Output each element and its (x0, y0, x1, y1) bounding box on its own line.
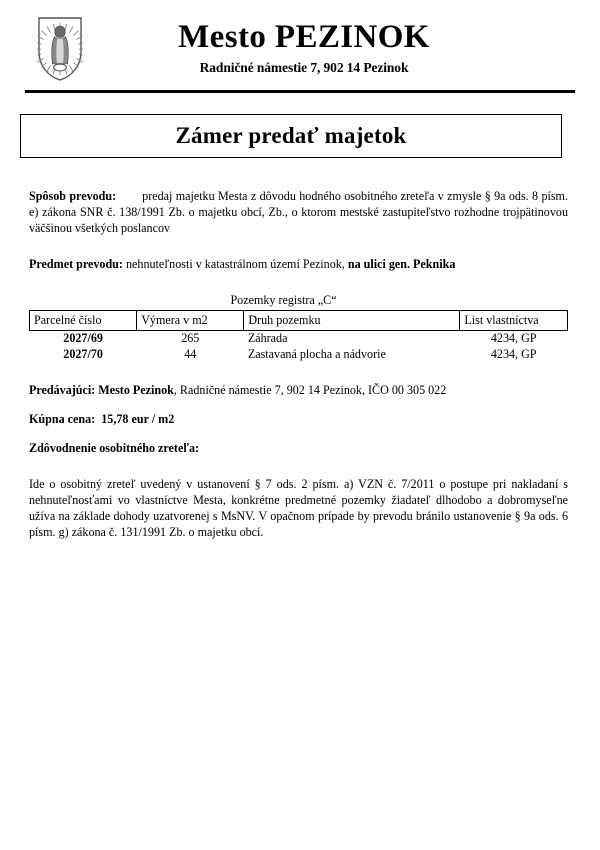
cell-parcel-number: 2027/70 (63, 346, 103, 361)
cell-ownership-deed: 4234, GP (490, 331, 537, 346)
parcels-table (29, 310, 568, 362)
price-label: Kúpna cena: (29, 412, 96, 427)
seller-paragraph (29, 382, 568, 398)
header-divider (25, 90, 575, 93)
parcels-table-head (30, 311, 568, 331)
section-price (29, 411, 568, 427)
spacer (29, 427, 568, 440)
price-value: 15,78 eur / m2 (101, 412, 175, 427)
col-area: Výmera v m2 (137, 311, 244, 331)
table-row (30, 331, 568, 347)
seller-details: , Radničné námestie 7, 902 14 Pezinok, IČO 00 305 022 (173, 382, 447, 397)
cell-land-type: Zastavaná plocha a nádvorie (247, 346, 386, 361)
transfer-method-label: Spôsob prevodu: (29, 189, 117, 203)
subject-street: na ulici gen. Peknika (344, 257, 456, 272)
cell-ownership-deed: 4234, GP (490, 346, 537, 361)
section-transfer-method (29, 188, 568, 236)
table-header-row (30, 311, 568, 331)
transfer-method-paragraph (29, 188, 568, 236)
spacer (29, 362, 568, 382)
spacer (29, 158, 568, 188)
col-parcel-number: Parcelné číslo (30, 311, 137, 331)
subject-paragraph (29, 256, 568, 272)
spacer (29, 236, 568, 256)
cell-land-type: Záhrada (247, 331, 288, 346)
document-body (29, 158, 568, 540)
cell-area: 265 (181, 331, 200, 346)
cell-parcel-number: 2027/69 (63, 331, 103, 346)
section-justification-body (29, 476, 568, 540)
spacer (29, 272, 568, 292)
masthead (63, 14, 575, 76)
seller-label: Predávajúci: (29, 382, 96, 397)
justification-label: Zdôvodnenie osobitného zreteľa: (29, 441, 200, 456)
page-title: Zámer predať majetok (175, 123, 407, 148)
letterhead (0, 0, 600, 82)
table-caption: Pozemky registra „C“ (230, 293, 337, 308)
price-paragraph (29, 411, 568, 427)
spacer (29, 456, 568, 476)
section-justification-heading (29, 440, 568, 456)
city-name: Mesto PEZINOK (178, 19, 430, 55)
section-subject (29, 256, 568, 272)
city-address: Radničné námestie 7, 902 14 Pezinok (199, 59, 409, 75)
subject-label: Predmet prevodu: (29, 257, 123, 272)
parcels-table-body (30, 331, 568, 362)
cell-area: 44 (184, 346, 197, 361)
transfer-method-text: predaj majetku Mesta z dôvodu hodného osobitného zreteľa v zmysle § 9a ods. 8 písm. e) zákona SNR č. 138/1991 Zb. o majetku obcí, Zb., o ktorom mestské zastupiteľstvo rozhodne trojpätinovou väčšinou všetkých poslancov (29, 189, 568, 236)
seller-name: Mesto Pezinok (95, 382, 174, 397)
col-land-type: Druh pozemku (244, 311, 460, 331)
table-row (30, 347, 568, 362)
justification-text: Ide o osobitný zreteľ uvedený v ustanovení § 7 ods. 2 písm. a) VZN č. 7/2011 o postupe pri nakladaní s nehnuteľnosťami vo vlastníctve Mesta, konkrétne predmetné pozemky žiadateľ dlhodobo a dobromyseľne užíva na základe dohody uzatvorenej s MsNV. V opačnom prípade by prevodu bránilo ustanovenie § 9a ods. 6 písm. g) zákona č. 131/1991 Zb. o majetku obcí. (29, 477, 568, 540)
spacer (29, 398, 568, 411)
subject-text: nehnuteľnosti v katastrálnom území Pezinok, (122, 257, 345, 272)
col-ownership-deed: List vlastníctva (460, 311, 568, 331)
section-seller (29, 382, 568, 398)
document-title-box (20, 114, 562, 158)
